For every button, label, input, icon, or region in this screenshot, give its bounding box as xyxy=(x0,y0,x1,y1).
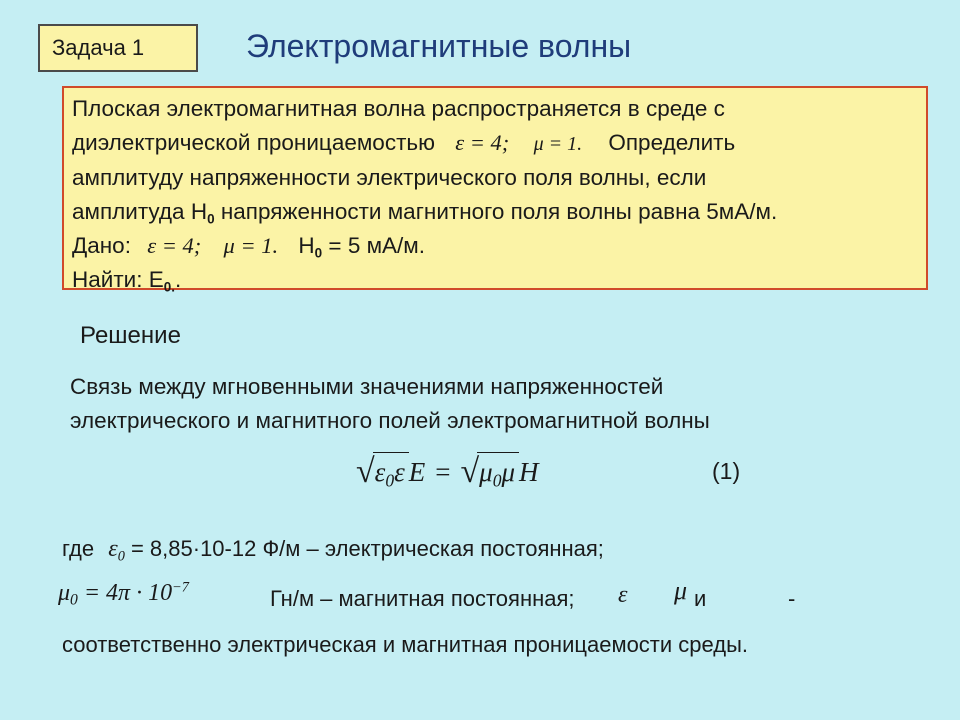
mu0-definition: $\mu_0 = 4\pi \cdot 10^{-7}$ xyxy=(58,579,189,609)
relation-line-2: электрического и магнитного полей электромагнитной волны xyxy=(70,408,710,433)
task-label: Задача 1 xyxy=(52,35,145,60)
problem-line-2: диэлектрической проницаемостью ε = 4; μ = 1. Определить xyxy=(72,130,736,155)
relation-line-1: Связь между мгновенными значениями напряженностей xyxy=(70,374,664,399)
mu0-description: Гн/м – магнитная постоянная; xyxy=(270,586,575,611)
dash: - xyxy=(788,586,796,611)
slide-title: Электромагнитные волны xyxy=(246,28,632,64)
problem-line-4: амплитуда $Н_0$ напряженности магнитного поля волны равна 5мА/м. xyxy=(72,199,778,227)
mu-expression: μ = 1. xyxy=(533,133,583,155)
given-mu: μ = 1. xyxy=(223,233,279,258)
eps-expression: ε = 4; xyxy=(455,130,510,155)
and-word: и xyxy=(694,586,707,611)
task-label-box xyxy=(38,24,198,72)
sqrt-right: √ $\mu_0\mu$ xyxy=(460,452,519,492)
formula-1: √ $\varepsilon_0\varepsilon$ E = √ $\mu_0\mu$ H xyxy=(356,453,539,491)
given-line: Дано: ε = 4; μ = 1. $Н_0 = 5$ мА/м. xyxy=(72,233,426,261)
eps-symbol: ε xyxy=(618,582,628,608)
problem-line-3: амплитуду напряженности электрического поля волны, если xyxy=(72,165,707,190)
relation-text xyxy=(70,370,710,438)
mu-symbol: μ xyxy=(674,576,688,605)
sqrt-left: √ $\varepsilon_0\varepsilon$ xyxy=(356,452,409,492)
given-eps: ε = 4; xyxy=(147,233,202,258)
problem-statement-box xyxy=(62,86,928,295)
solution-heading: Решение xyxy=(80,322,181,349)
eps0-definition: где $\varepsilon_0 = 8,85\cdot 10-12$ Ф/м – электрическая постоянная; xyxy=(62,536,604,565)
find-line: Найти: $Е_{0.}$. xyxy=(72,267,182,295)
equation-number: (1) xyxy=(712,458,741,484)
problem-line-1: Плоская электромагнитная волна распространяется в среде с xyxy=(72,96,725,121)
permittivity-description: соответственно электрическая и магнитная проницаемости среды. xyxy=(62,632,749,657)
